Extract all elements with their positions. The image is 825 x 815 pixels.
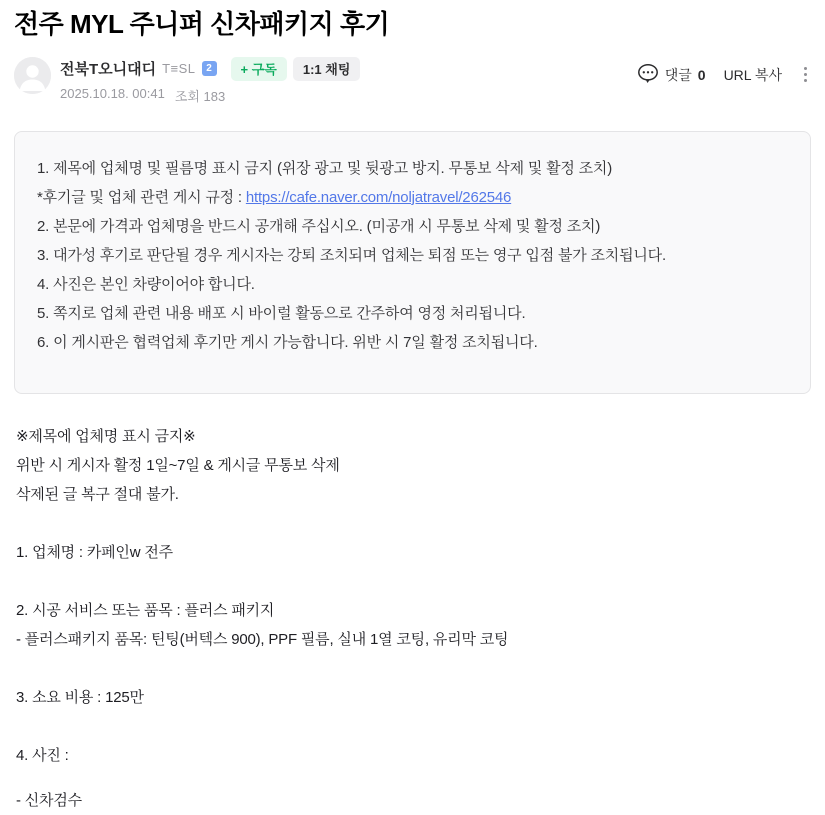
notice-link-prefix: *후기글 및 업체 관련 게시 규정 : xyxy=(37,188,246,206)
body-paragraph: - 플러스패키지 품목: 틴팅(버텍스 900), PPF 필름, 실내 1열 코팅, 유리막 코팅 xyxy=(16,630,509,648)
comment-bubble-icon xyxy=(637,63,659,87)
author-name[interactable]: 전북T오니대디 xyxy=(60,61,157,78)
body-paragraph: 3. 소요 비용 : 125만 xyxy=(16,688,144,706)
body-paragraph: ※제목에 업체명 표시 금지※ xyxy=(16,427,196,445)
more-menu-button[interactable] xyxy=(800,65,811,84)
body-paragraph: 4. 사진 : xyxy=(16,746,69,764)
kebab-icon xyxy=(804,67,807,82)
notice-box xyxy=(14,131,811,394)
body-paragraph xyxy=(16,509,809,538)
notice-rule: 1. 제목에 업체명 및 필름명 표시 금지 (위장 광고 및 뒷광고 방지. 무통보 삭제 및 활정 조치) xyxy=(37,159,613,177)
chat-button[interactable]: 1:1 채팅 xyxy=(293,57,361,81)
body-paragraph xyxy=(16,770,809,786)
person-icon xyxy=(14,57,51,94)
avatar[interactable] xyxy=(14,57,51,94)
post-header xyxy=(0,0,825,105)
subscribe-button[interactable]: + 구독 xyxy=(231,57,287,81)
notice-rule-with-link xyxy=(37,183,788,212)
body-paragraph: 삭제된 글 복구 절대 불가. xyxy=(16,485,179,503)
comments-count: 0 xyxy=(697,66,706,83)
body-paragraph xyxy=(16,712,809,741)
body-paragraph: - 신차검수 xyxy=(16,791,82,809)
view-count: 조회 183 xyxy=(174,88,226,104)
body-paragraph xyxy=(16,567,809,596)
body-paragraph: 위반 시 게시자 활정 1일~7일 & 게시글 무통보 삭제 xyxy=(16,456,340,474)
post-body xyxy=(0,394,825,815)
author-rank-label: T≡SL xyxy=(162,61,196,76)
body-paragraph: 1. 업체명 : 카페인w 전주 xyxy=(16,543,173,561)
notice-rule: 2. 본문에 가격과 업체명을 반드시 공개해 주십시오. (미공개 시 무통보 삭제 및 활정 조치) xyxy=(37,217,601,235)
notice-rule: 4. 사진은 본인 차량이어야 합니다. xyxy=(37,275,255,293)
notice-rules-link[interactable]: https://cafe.naver.com/noljatravel/262546 xyxy=(245,188,512,206)
notice-rule: 5. 쪽지로 업체 관련 내용 배포 시 바이럴 활동으로 간주하여 영정 처리됩니다. xyxy=(37,304,526,322)
author-info xyxy=(60,57,360,105)
post-date: 2025.10.18. 00:41 xyxy=(60,85,165,101)
notice-rule: 6. 이 게시판은 협력업체 후기만 게시 가능합니다. 위반 시 7일 활정 조치됩니다. xyxy=(37,333,538,351)
notice-rule: 3. 대가성 후기로 판단될 경우 게시자는 강퇴 조치되며 업체는 퇴점 또는 영구 입점 불가 조치됩니다. xyxy=(37,246,666,264)
header-actions xyxy=(637,63,811,87)
member-level-badge: 2 xyxy=(202,61,217,76)
author-row xyxy=(14,57,811,105)
comments-button[interactable] xyxy=(637,63,706,87)
post-title: 전주 MYL 주니퍼 신차패키지 후기 xyxy=(14,9,390,39)
body-paragraph: 2. 시공 서비스 또는 품목 : 플러스 패키지 xyxy=(16,601,275,619)
url-copy-button[interactable]: URL 복사 xyxy=(723,66,782,83)
body-paragraph xyxy=(16,654,809,683)
comments-label: 댓글 xyxy=(664,66,692,83)
